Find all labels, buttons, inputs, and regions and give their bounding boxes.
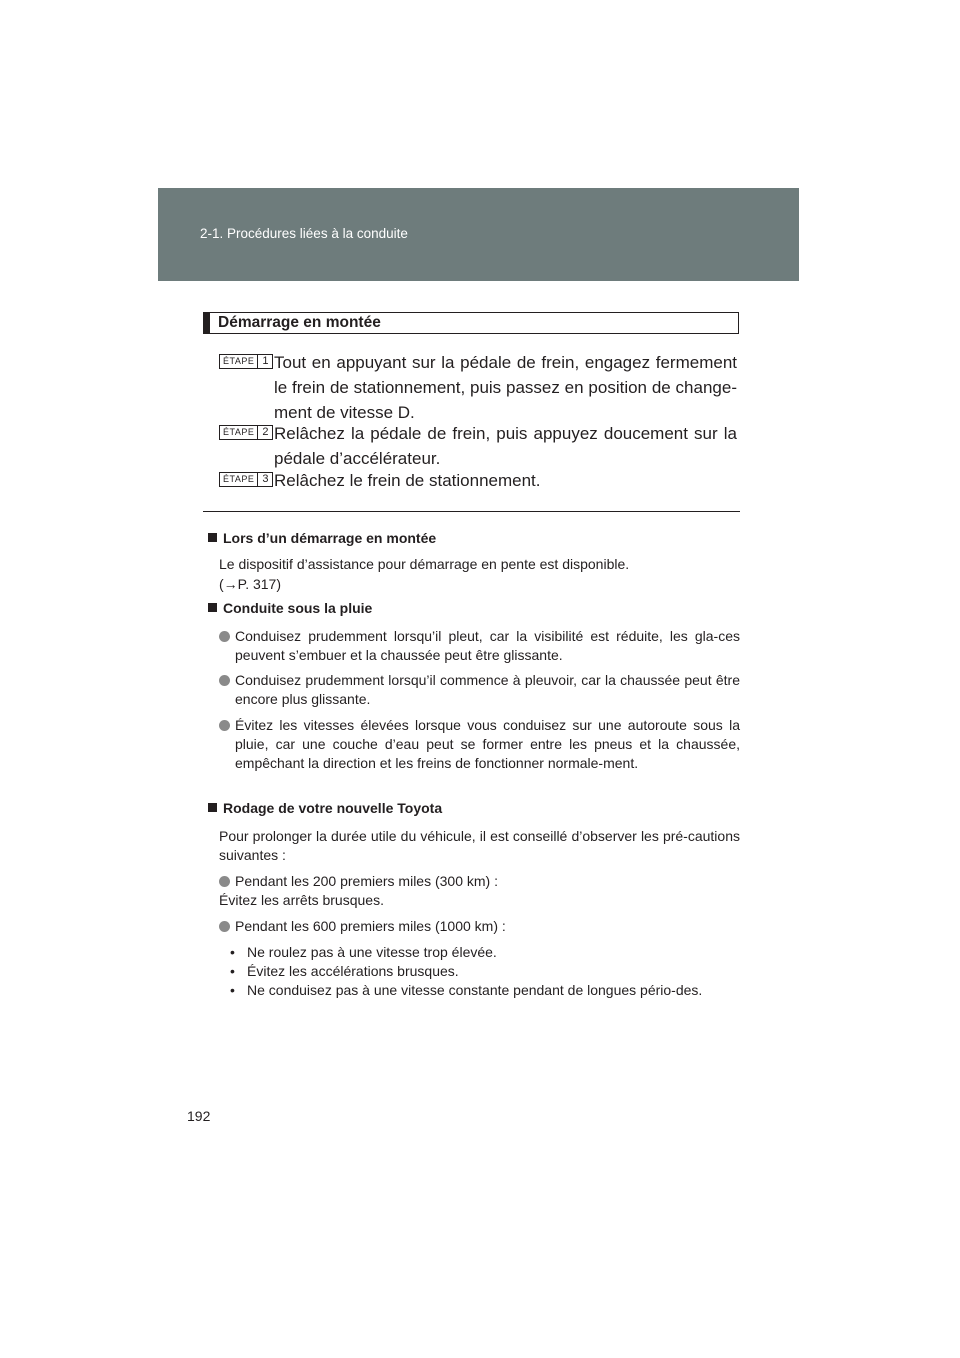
note-title-hill-start: Lors d’un démarrage en montée xyxy=(208,530,436,546)
step-text-3: Relâchez le frein de stationnement. xyxy=(274,471,541,490)
page-reference: (→P. 317) xyxy=(219,576,281,592)
chapter-title: 2-1. Procédures liées à la conduite xyxy=(200,226,408,241)
step-badge-3: ÉTAPE 3 xyxy=(219,472,273,487)
note-title-rain: Conduite sous la pluie xyxy=(208,600,372,616)
note-text-hill-start: Le dispositif d’assistance pour démarrage en pente est disponible. xyxy=(219,556,630,572)
section-title: Démarrage en montée xyxy=(218,314,381,331)
circle-bullet-icon xyxy=(219,720,230,731)
chapter-header xyxy=(158,188,799,281)
note-title-break-in: Rodage de votre nouvelle Toyota xyxy=(208,800,442,816)
square-bullet-icon xyxy=(208,803,217,812)
section-heading-bar xyxy=(204,313,210,333)
square-bullet-icon xyxy=(208,533,217,542)
break-in-intro: Pour prolonger la durée utile du véhicule, il est conseillé d’observer les pré-cautions suivantes : xyxy=(219,828,740,863)
step-text-1: Tout en appuyant sur la pédale de frein, engagez fermement le frein de stationnement, puis passez en position de change-ment de vitesse D. xyxy=(274,353,737,422)
step-badge-1: ÉTAPE 1 xyxy=(219,354,273,369)
circle-bullet-icon xyxy=(219,921,230,932)
step-text-2: Relâchez la pédale de frein, puis appuyez doucement sur la pédale d’accélérateur. xyxy=(274,424,737,468)
section-divider xyxy=(203,511,740,512)
circle-bullet-icon xyxy=(219,876,230,887)
step-badge-2: ÉTAPE 2 xyxy=(219,425,273,440)
page-number: 192 xyxy=(187,1108,211,1124)
square-bullet-icon xyxy=(208,603,217,612)
break-in-bullet-1-detail: Évitez les arrêts brusques. xyxy=(219,892,384,908)
section-heading xyxy=(203,312,739,334)
circle-bullet-icon xyxy=(219,675,230,686)
circle-bullet-icon xyxy=(219,631,230,642)
